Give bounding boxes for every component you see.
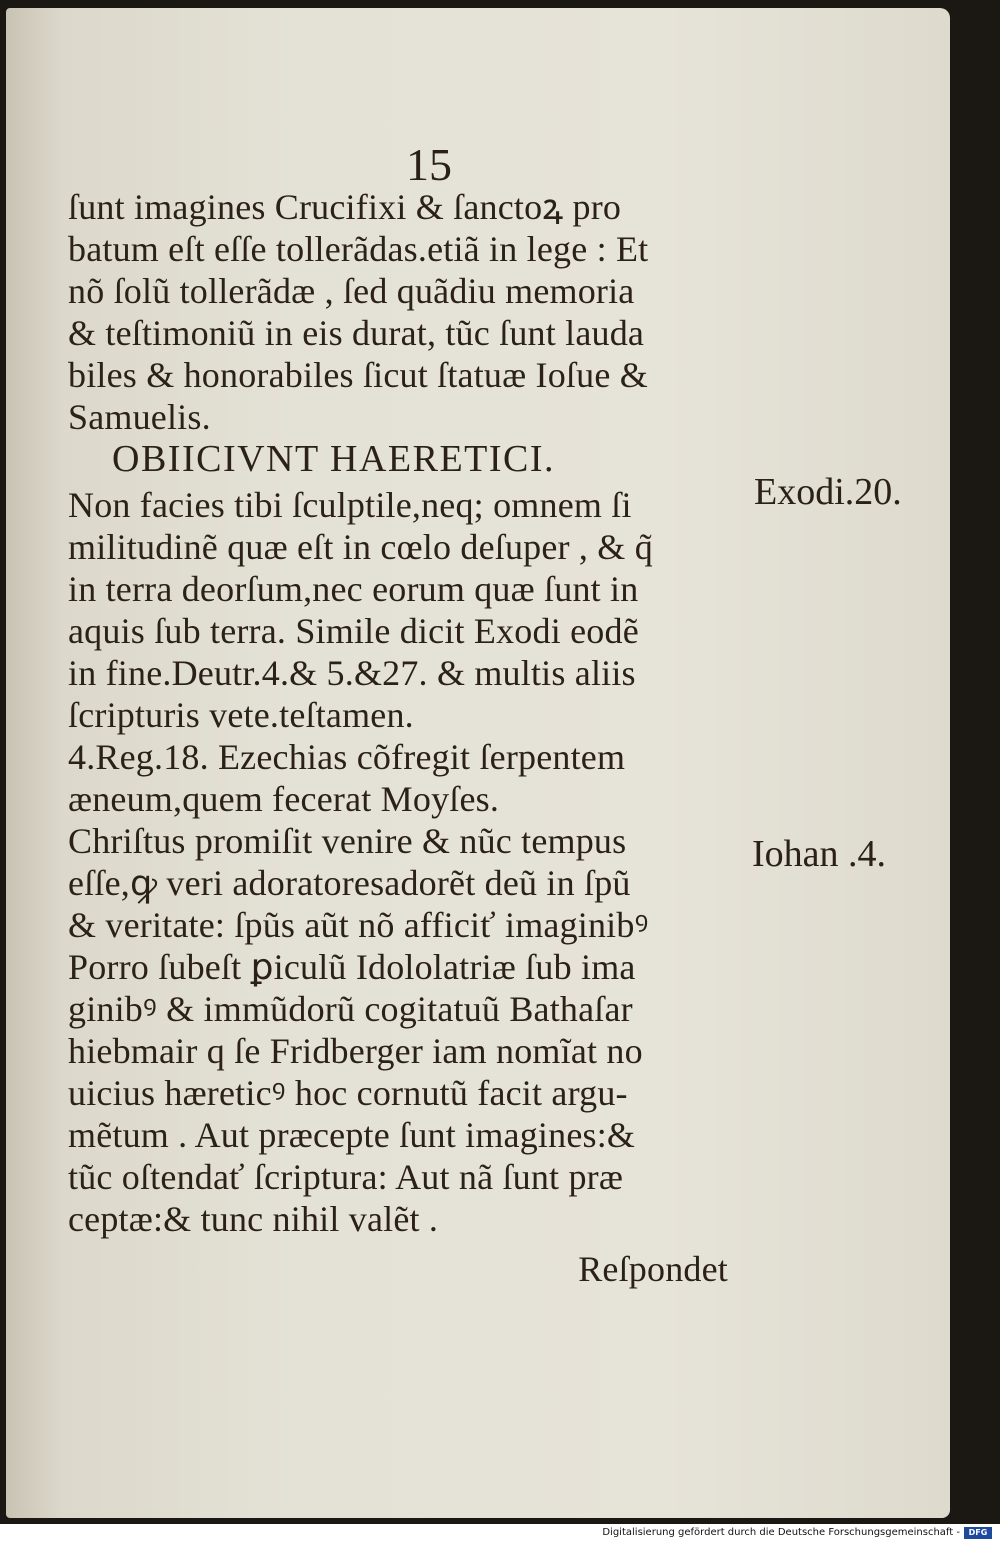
book-page [6, 8, 950, 1518]
text-line: biles & honorabiles ſicut ſtatuæ Ioſue & [68, 355, 648, 395]
catchword: Reſpondet [578, 1249, 728, 1289]
text-line: ginibꝰ & immũdorũ cogitatuũ Bathaſar [68, 989, 633, 1029]
text-line: militudinẽ quæ eſt in cœlo deſuper , & q̃ [68, 527, 653, 567]
margin-note-exodus: Exodi.20. [754, 471, 902, 513]
text-line: Non facies tibi ſculptile,neq; omnem ſi [68, 485, 632, 525]
dfg-logo: DFG [964, 1527, 992, 1539]
text-line: Chriſtus promiſit venire & nũc tempus [68, 821, 627, 861]
footer [0, 1524, 1000, 1542]
footer-credit: Digitalisierung gefördert durch die Deutsche Forschungsgemeinschaft - [602, 1527, 960, 1538]
text-line: ſunt imagines Crucifixi & ſanctoꝝ pro [68, 187, 622, 227]
text-line: mẽtum . Aut præcepte ſunt imagines:& [68, 1115, 636, 1155]
text-line: ceptæ:& tunc nihil valẽt . [68, 1199, 439, 1239]
text-line: 4.Reg.18. Ezechias cõfregit ſerpentem [68, 737, 626, 777]
text-line: & veritate: ſpũs aũt nõ afficiť imaginibꝰ [68, 905, 649, 945]
text-line: batum eſt eſſe tollerãdas.etiã in lege : Et [68, 229, 649, 269]
main-text-block [68, 186, 758, 1290]
text-line: uicius hæreticꝰ hoc cornutũ facit argu- [68, 1073, 628, 1113]
margin-note-john: Iohan .4. [752, 833, 887, 875]
text-line: in fine.Deutr.4.& 5.&27. & multis aliis [68, 653, 636, 693]
text-line: ſcripturis vete.teſtamen. [68, 695, 414, 735]
text-line: in terra deorſum,nec eorum quæ ſunt in [68, 569, 639, 609]
text-line: hiebmair q ſe Fridberger iam nomĩat no [68, 1031, 643, 1071]
page-number: 15 [406, 139, 452, 190]
text-line: tũc oſtendať ſcriptura: Aut nã ſunt præ [68, 1157, 624, 1197]
text-line: Samuelis. [68, 397, 211, 437]
text-line: eſſe,ꝙ veri adoratoresadorẽt deũ in ſpũ [68, 863, 631, 903]
text-line: aquis ſub terra. Simile dicit Exodi eodẽ [68, 611, 639, 651]
text-line: nõ ſolũ tollerãdæ , ſed quãdiu memoria [68, 271, 635, 311]
section-heading: OBIICIVNT HAERETICI. [112, 438, 556, 480]
text-line: Porro ſubeſt ꝑiculũ Idololatriæ ſub ima [68, 947, 636, 987]
text-line: æneum,quem fecerat Moyſes. [68, 779, 500, 819]
text-line: & teſtimoniũ in eis durat, tũc ſunt lauda [68, 313, 645, 353]
